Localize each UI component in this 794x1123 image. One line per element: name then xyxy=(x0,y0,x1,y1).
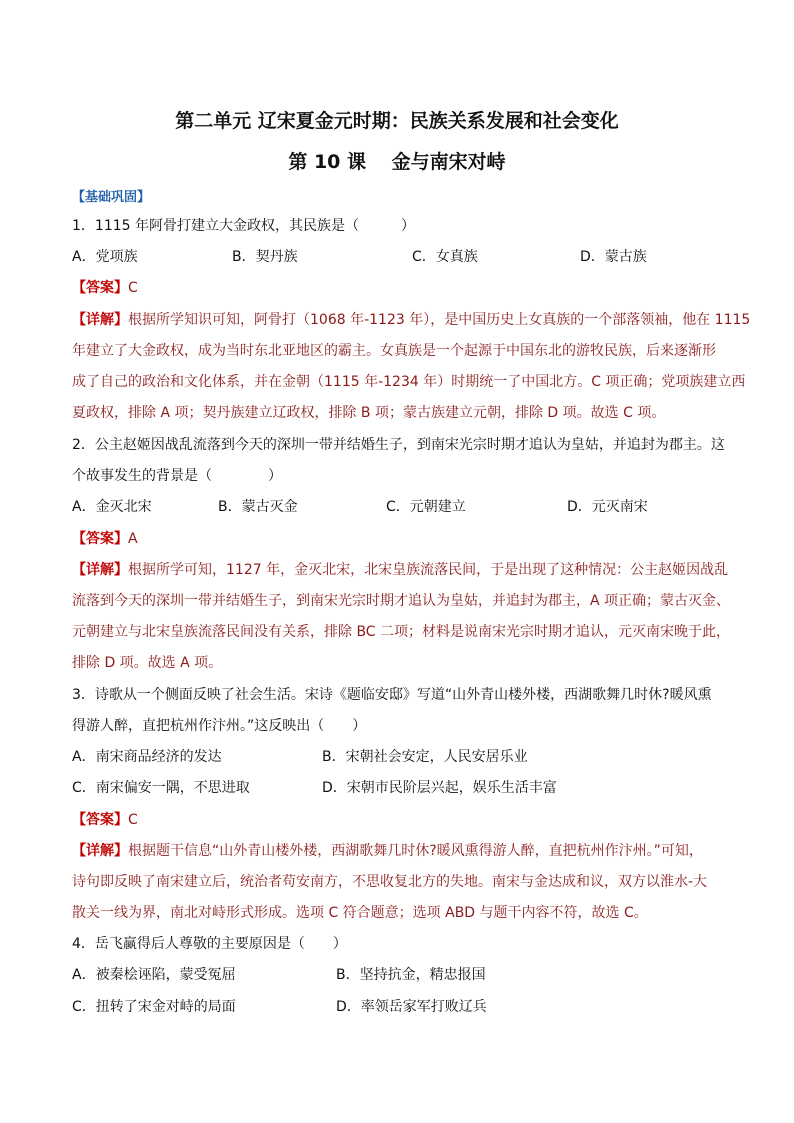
question-2-detail-line: 元朝建立与北宋皇族流落民间没有关系，排除 BC 二项；材料是说南宋光宗时期才追认，元灭南宋晚于此， xyxy=(72,624,731,640)
answer-value: C xyxy=(128,280,138,296)
question-3-detail-line: 诗句即反映了南宋建立后，统治者苟安南方，不思收复北方的失地。南宋与金达成和议，双方以淮水-大 xyxy=(72,874,708,890)
question-1-option-a: A．党项族 xyxy=(72,249,138,265)
detail-tag: 【详解】 xyxy=(72,312,128,328)
answer-value: A xyxy=(128,531,138,547)
question-3-stem: 3．诗歌从一个侧面反映了社会生活。宋诗《题临安邸》写道“山外青山楼外楼，西湖歌舞几时休?暖风熏 xyxy=(72,687,712,703)
question-4-option-d: D．率领岳家军打败辽兵 xyxy=(336,999,487,1015)
question-4-option-c: C．扭转了宋金对峙的局面 xyxy=(72,999,236,1015)
question-2-detail-line: 流落到今天的深圳一带并结婚生子，到南宋光宗时期才追认为皇姑，并追封为郡主，A 项正确；蒙古灭金、 xyxy=(72,593,731,609)
detail-tag: 【详解】 xyxy=(72,843,128,859)
question-1-detail-line: 年建立了大金政权，成为当时东北亚地区的霸主。女真族是一个起源于中国东北的游牧民族，后来逐渐形 xyxy=(72,343,716,359)
question-3-option-b: B．宋朝社会安定，人民安居乐业 xyxy=(322,749,528,765)
detail-tag: 【详解】 xyxy=(72,562,128,578)
question-2-option-b: B．蒙古灭金 xyxy=(218,499,298,515)
question-3-option-c: C．南宋偏安一隅，不思进取 xyxy=(72,780,250,796)
question-2-stem: 个故事发生的背景是（ ） xyxy=(72,468,282,484)
question-3-option-a: A．南宋商品经济的发达 xyxy=(72,749,222,765)
question-2-detail-line xyxy=(72,560,728,580)
question-1-option-d: D．蒙古族 xyxy=(580,249,647,265)
answer-tag: 【答案】 xyxy=(72,280,128,296)
question-2-option-d: D．元灭南宋 xyxy=(567,499,648,515)
question-3-detail-line: 散关一线为界，南北对峙形式形成。选项 C 符合题意；选项 ABD 与题干内容不符，故选 C。 xyxy=(72,905,648,921)
question-3-detail-line xyxy=(72,841,703,861)
lesson-title: 第 10 课 金与南宋对峙 xyxy=(288,151,506,173)
question-1-option-c: C．女真族 xyxy=(412,249,478,265)
question-3-option-d: D．宋朝市民阶层兴起，娱乐生活丰富 xyxy=(322,780,557,796)
detail-text: 根据题干信息“山外青山楼外楼，西湖歌舞几时休?暖风熏得游人醉，直把杭州作汴州。”可知， xyxy=(128,843,703,859)
question-4-option-a: A．被秦桧诬陷，蒙受冤屈 xyxy=(72,967,236,983)
question-1-detail-line: 成了自己的政治和文化体系，并在金朝（1115 年-1234 年）时期统一了中国北方。C 项正确；党项族建立西 xyxy=(72,374,746,390)
question-2-option-c: C．元朝建立 xyxy=(386,499,466,515)
question-4-stem: 4．岳飞赢得后人尊敬的主要原因是（ ） xyxy=(72,936,347,952)
question-1-answer xyxy=(72,278,138,298)
answer-tag: 【答案】 xyxy=(72,531,128,547)
unit-title: 第二单元 辽宋夏金元时期：民族关系发展和社会变化 xyxy=(175,110,619,132)
detail-text: 根据所学知识可知，阿骨打（1068 年-1123 年），是中国历史上女真族的一个部落领袖，他在 1115 xyxy=(128,312,751,328)
section-label: 【基础巩固】 xyxy=(72,190,151,205)
answer-tag: 【答案】 xyxy=(72,812,128,828)
question-2-detail-line: 排除 D 项。故选 A 项。 xyxy=(72,655,223,671)
answer-value: C xyxy=(128,812,138,828)
question-1-stem: 1．1115 年阿骨打建立大金政权，其民族是（ ） xyxy=(72,218,415,234)
question-2-stem: 2．公主赵姬因战乱流落到今天的深圳一带并结婚生子，到南宋光宗时期才追认为皇姑，并追封为郡主。这 xyxy=(72,437,725,453)
question-1-option-b: B．契丹族 xyxy=(232,249,298,265)
question-3-answer xyxy=(72,810,138,830)
question-2-option-a: A．金灭北宋 xyxy=(72,499,152,515)
detail-text: 根据所学可知，1127 年，金灭北宋，北宋皇族流落民间，于是出现了这种情况：公主赵姬因战乱 xyxy=(128,562,729,578)
question-1-detail-line: 夏政权，排除 A 项；契丹族建立辽政权，排除 B 项；蒙古族建立元朝，排除 D 项。故选 C 项。 xyxy=(72,405,666,421)
question-4-option-b: B．坚持抗金，精忠报国 xyxy=(336,967,486,983)
question-3-stem: 得游人醉，直把杭州作汴州。”这反映出（ ） xyxy=(72,718,367,734)
question-1-detail-line xyxy=(72,310,750,330)
question-2-answer xyxy=(72,529,138,549)
